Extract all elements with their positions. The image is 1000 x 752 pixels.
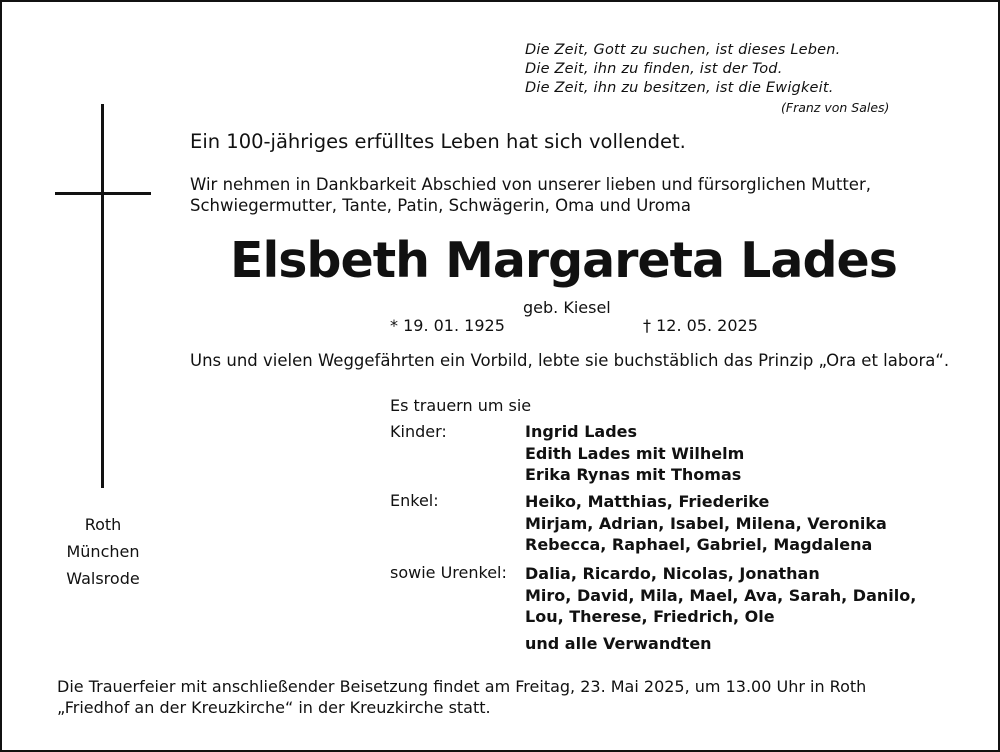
list-item: Dalia, Ricardo, Nicolas, Jonathan (525, 564, 820, 583)
cross-horizontal-bar (55, 192, 151, 195)
cross-vertical-bar (101, 104, 104, 488)
quote-line: Die Zeit, ihn zu finden, ist der Tod. (525, 61, 783, 77)
place: Roth (84, 515, 122, 534)
place: Walsrode (66, 569, 140, 588)
list-item: Edith Lades mit Wilhelm (525, 443, 745, 463)
death-date: † 12. 05. 2025 (643, 316, 758, 335)
headline: Ein 100-jähriges erfülltes Leben hat sich vollendet. (190, 130, 686, 153)
mourners-intro: Es trauern um sie (390, 396, 532, 415)
quote-author: (Franz von Sales) (781, 100, 890, 115)
born-name: geb. Kiesel (523, 298, 611, 317)
deceased-name: Elsbeth Margareta Lades (230, 232, 897, 289)
places-list (42, 511, 164, 592)
quote-line: Die Zeit, ihn zu besitzen, ist die Ewigkeit. (525, 80, 834, 96)
epigraph-quote (525, 41, 840, 98)
funeral-info-line: „Friedhof an der Kreuzkirche“ in der Kreuzkirche statt. (57, 698, 491, 717)
great-grandchildren-list (525, 563, 916, 628)
great-grandchildren-label: sowie Urenkel: (390, 563, 507, 582)
intro-text (190, 174, 871, 216)
children-label: Kinder: (390, 422, 447, 441)
grandchildren-label: Enkel: (390, 491, 439, 510)
list-item: Heiko, Matthias, Friederike (525, 492, 770, 511)
quote-line: Die Zeit, Gott zu suchen, ist dieses Leben. (525, 42, 841, 58)
funeral-info-line: Die Trauerfeier mit anschließender Beisetzung findet am Freitag, 23. Mai 2025, um 13.00 Uhr in Roth (57, 677, 867, 696)
relatives-line: und alle Verwandten (525, 634, 712, 653)
list-item: Mirjam, Adrian, Isabel, Milena, Veronika (525, 513, 887, 533)
list-item: Rebecca, Raphael, Gabriel, Magdalena (525, 535, 873, 554)
grandchildren-list (525, 491, 887, 556)
intro-line: Schwiegermutter, Tante, Patin, Schwägerin, Oma und Uroma (190, 196, 691, 215)
list-item: Lou, Therese, Friedrich, Ole (525, 607, 775, 626)
list-item: Ingrid Lades (525, 422, 638, 441)
place: München (66, 542, 140, 561)
list-item: Erika Rynas mit Thomas (525, 465, 742, 484)
birth-date: * 19. 01. 1925 (390, 316, 505, 335)
motto-text: Uns und vielen Weggefährten ein Vorbild, lebte sie buchstäblich das Prinzip „Ora et labora“. (190, 351, 950, 370)
intro-line: Wir nehmen in Dankbarkeit Abschied von unserer lieben und fürsorglichen Mutter, (190, 175, 871, 194)
children-list (525, 421, 744, 486)
funeral-info (57, 676, 866, 718)
list-item: Miro, David, Mila, Mael, Ava, Sarah, Danilo, (525, 585, 917, 605)
